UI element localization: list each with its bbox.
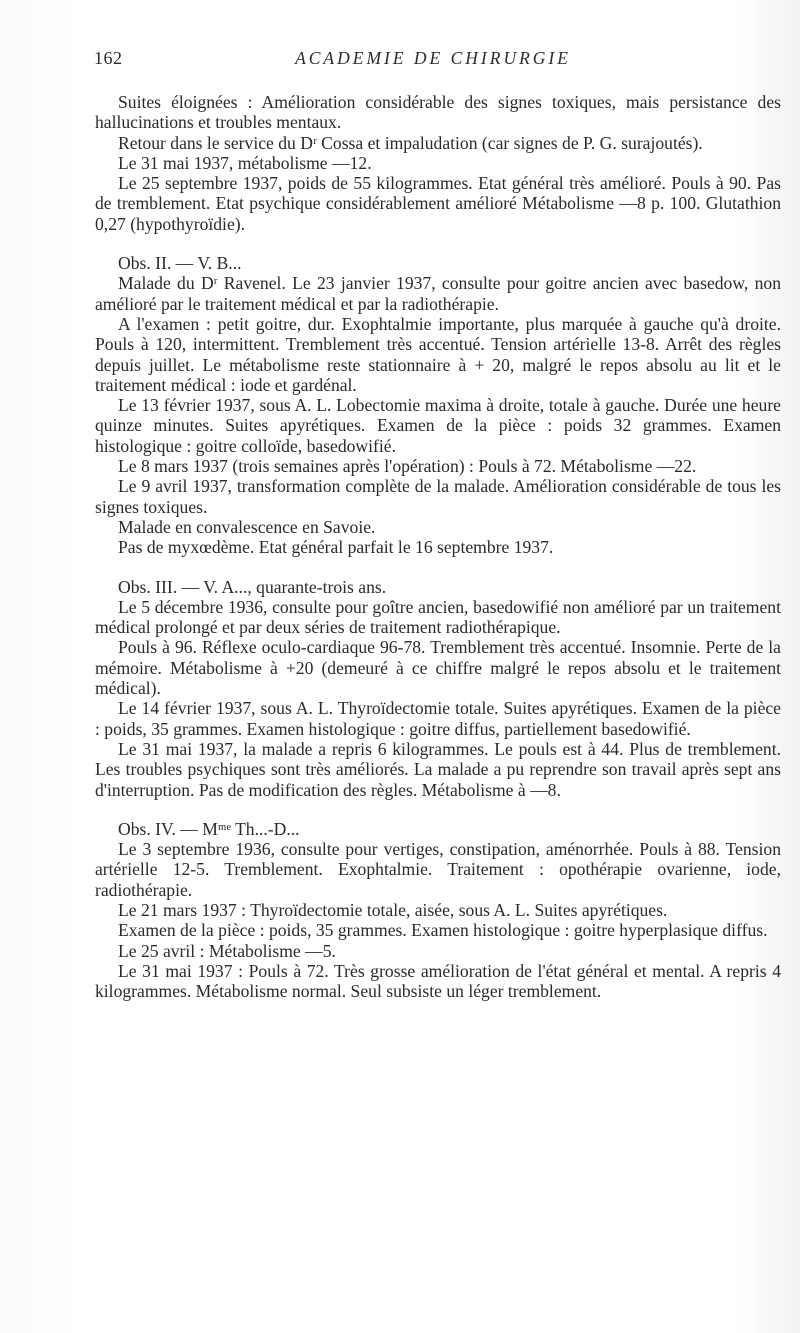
paragraph: Le 9 avril 1937, transformation complète de la malade. Amélioration considérable de tous les signes toxiques. [95, 476, 781, 517]
page-body [95, 92, 781, 1001]
paragraph: Pouls à 96. Réflexe oculo-cardiaque 96-78. Tremblement très accentué. Insomnie. Perte de la mémoire. Métabolisme à +20 (demeuré à ce chiffre malgré le repos absolu et le traitement médical). [95, 637, 781, 699]
paragraph: Retour dans le service du Dʳ Cossa et impaludation (car signes de P. G. surajoutés). [118, 132, 703, 153]
paragraph: Pas de myxœdème. Etat général parfait le 16 septembre 1937. [118, 537, 554, 558]
paragraph: Examen de la pièce : poids, 35 grammes. Examen histologique : goitre hyperplasique diffus. [118, 920, 768, 941]
paragraph: Le 21 mars 1937 : Thyroïdectomie totale, aisée, sous A. L. Suites apyrétiques. [118, 899, 668, 920]
paragraph: Le 25 avril : Métabolisme —5. [118, 940, 336, 961]
obs4-section [95, 819, 781, 1002]
obs3-section [95, 577, 781, 800]
paragraph: Le 13 février 1937, sous A. L. Lobectomie maxima à droite, totale à gauche. Durée une heure quinze minutes. Suites apyrétiques. Examen de la pièce : poids 32 grammes. Examen histologique : goitre colloïde, basedowifié. [95, 395, 781, 456]
page-number: 162 [94, 48, 123, 68]
paragraph: Le 25 septembre 1937, poids de 55 kilogrammes. Etat général très amélioré. Pouls à 90. Pas de tremblement. Etat psychique considérablement amélioré Métabolisme —8 p. 100. Glutathion 0,27 (hypothyroïdie). [95, 173, 781, 234]
paragraph: Le 31 mai 1937, métabolisme —12. [118, 152, 372, 173]
paragraph: Suites éloignées : Amélioration considérable des signes toxiques, mais persistance des hallucinations et troubles mentaux. [95, 92, 781, 133]
obs1-continued-section [95, 92, 781, 234]
paragraph: Le 31 mai 1937, la malade a repris 6 kilogrammes. Le pouls est à 44. Plus de tremblement. Les troubles psychiques sont très améliorés. La malade a pu reprendre son travail après sept ans d'interruption. Pas de modification des règles. Métabolisme à —8. [95, 738, 781, 800]
paragraph: Le 5 décembre 1936, consulte pour goître ancien, basedowifié non amélioré par un traitement médical prolongé et par deux séries de traitement radiothérapique. [95, 596, 781, 638]
observation-heading: Obs. II. — V. B... [118, 253, 242, 274]
observation-heading: Obs. III. — V. A..., quarante-trois ans. [118, 576, 387, 597]
paragraph: Malade en convalescence en Savoie. [118, 516, 376, 537]
paragraph: Le 31 mai 1937 : Pouls à 72. Très grosse amélioration de l'état général et mental. A repris 4 kilogrammes. Métabolisme normal. Seul subsiste un léger tremblement. [95, 960, 781, 1002]
paragraph: A l'examen : petit goitre, dur. Exophtalmie importante, plus marquée à gauche qu'à droite. Pouls à 120, intermittent. Tremblement très accentué. Tension artérielle 13-8. Arrêt des règles depuis juillet. Le métabolisme reste stationnaire à + 20, malgré le repos absolu au lit et le traitement médical : iode et gardénal. [95, 313, 781, 395]
paragraph: Le 14 février 1937, sous A. L. Thyroïdectomie totale. Suites apyrétiques. Examen de la pièce : poids, 35 grammes. Examen histologique : goitre diffus, partiellement basedowifié. [95, 698, 781, 739]
paragraph: Le 8 mars 1937 (trois semaines après l'opération) : Pouls à 72. Métabolisme —22. [118, 456, 697, 477]
page-header [94, 48, 772, 72]
observation-heading: Obs. IV. — Mᵐᵉ Th...-D... [118, 818, 300, 839]
paragraph: Malade du Dʳ Ravenel. Le 23 janvier 1937, consulte pour goitre ancien avec basedow, non amélioré par le traitement médical et par la radiothérapie. [95, 273, 781, 314]
running-title: ACADEMIE DE CHIRURGIE [295, 48, 571, 68]
paragraph: Le 3 septembre 1936, consulte pour vertiges, constipation, aménorrhée. Pouls à 88. Tension artérielle 12-5. Tremblement. Exophtalmie. Traitement : opothérapie ovarienne, iode, radiothérapie. [95, 839, 781, 900]
obs2-section [95, 253, 781, 557]
